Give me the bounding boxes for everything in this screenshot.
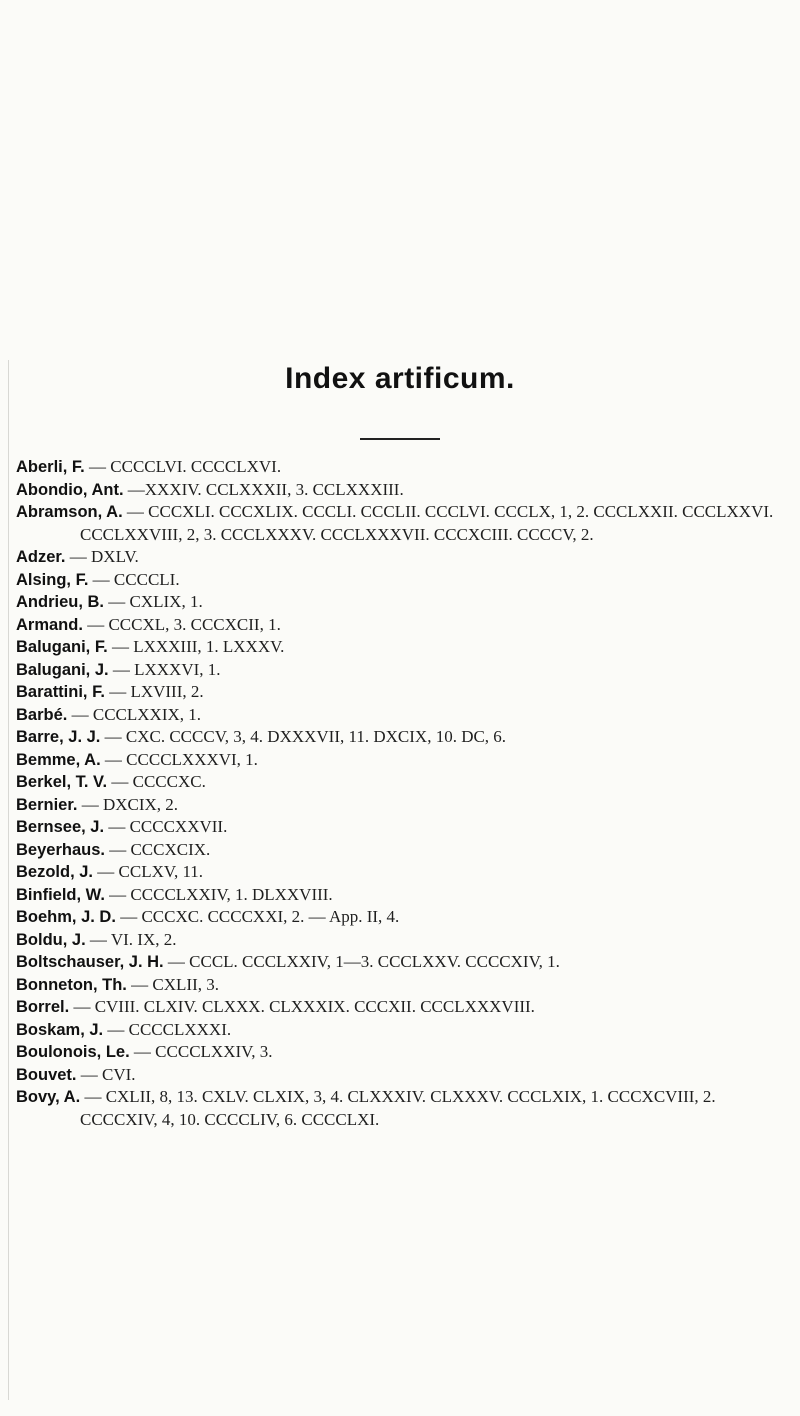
entry-references: — CCCLXXIX, 1. <box>67 704 202 724</box>
index-entry <box>16 659 792 682</box>
entry-name: Bemme, A. <box>16 750 101 769</box>
entry-references: — CCCXCIX. <box>104 839 211 859</box>
entry-name: Abondio, Ant. <box>16 480 124 499</box>
index-entry <box>16 816 792 839</box>
index-entry <box>16 681 792 704</box>
entry-references: — CCCCLXXIV, 3. <box>129 1042 273 1061</box>
entry-name: Barbé. <box>16 705 68 724</box>
entry-references: — CXLIX, 1. <box>104 592 203 611</box>
index-entry <box>16 951 792 974</box>
index-entry <box>16 591 792 614</box>
entry-name: Aberli, F. <box>16 458 85 476</box>
entry-references: — LXXXIII, 1. LXXXV. <box>107 637 285 656</box>
page-edge-shadow <box>8 360 9 1400</box>
entry-references: — CCCCLXXXI. <box>103 1019 232 1039</box>
entry-name: Bovy, A. <box>16 1088 81 1106</box>
entry-references: — CCCXC. CCCCXXI, 2. — App. II, 4. <box>115 907 400 926</box>
index-entry <box>16 929 792 952</box>
entry-name: Balugani, F. <box>16 638 108 656</box>
index-entry <box>16 861 792 884</box>
entry-references: — CCCCLI. <box>88 569 180 589</box>
index-entry <box>16 636 792 659</box>
index-entry <box>16 546 792 569</box>
index-entry <box>16 704 792 727</box>
index-entry <box>16 884 792 907</box>
entry-name: Bernier. <box>16 795 78 814</box>
entry-name: Bezold, J. <box>16 863 94 881</box>
entry-name: Boltschauser, J. H. <box>16 953 164 971</box>
entry-references: — CVIII. CLXIV. CLXXX. CLXXXIX. CCCXII. CCCLXXXVIII. <box>69 997 535 1016</box>
index-entry <box>16 749 792 772</box>
entry-name: Armand. <box>16 615 83 634</box>
entry-name: Boskam, J. <box>16 1020 104 1039</box>
entry-name: Boldu, J. <box>16 930 86 949</box>
index-entry <box>16 1064 792 1087</box>
entry-references: — CCCCLVI. CCCCLXVI. <box>84 457 282 476</box>
entry-name: Borrel. <box>16 998 70 1016</box>
entry-name: Beyerhaus. <box>16 840 105 859</box>
entry-name: Bouvet. <box>16 1065 77 1084</box>
entry-references: — LXXXVI, 1. <box>108 659 221 679</box>
entry-name: Binfield, W. <box>16 885 105 904</box>
entry-references: — DXCIX, 2. <box>77 794 179 814</box>
entry-name: Bonneton, Th. <box>16 975 127 994</box>
entry-name: Abramson, A. <box>16 503 123 521</box>
entry-references: — CCCCLXXXVI, 1. <box>100 749 258 769</box>
entry-references: — CCCXLI. CCCXLIX. CCCLI. CCCLII. CCCLVI. CCCLX, 1, 2. CCCLXXII. CCCLXXVI. CCCLXXVIII, 2, 3. CCCLXXXV. CCCLXXXVII. CCCXCIII. CCCCV, 2. <box>80 502 774 544</box>
page-title: Index artificum. <box>285 362 515 395</box>
entry-references: —XXXIV. CCLXXXII, 3. CCLXXXIII. <box>123 479 404 499</box>
entry-name: Berkel, T. V. <box>16 773 108 791</box>
index-entry <box>16 839 792 862</box>
index-entry <box>16 1019 792 1042</box>
entry-name: Adzer. <box>16 548 66 566</box>
index-entry <box>16 794 792 817</box>
entry-references: — CXC. CCCCV, 3, 4. DXXXVII, 11. DXCIX, 10. DC, 6. <box>100 727 507 746</box>
index-entry <box>16 614 792 637</box>
entry-references: — CCLXV, 11. <box>93 862 204 881</box>
entry-references: — CCCXL, 3. CCCXCII, 1. <box>82 614 281 634</box>
entry-name: Barattini, F. <box>16 683 105 701</box>
index-entry <box>16 479 792 502</box>
index-entry <box>16 996 792 1019</box>
entry-references: — CCCCLXXIV, 1. DLXXVIII. <box>104 884 333 904</box>
entry-references: — CCCL. CCCLXXIV, 1—3. CCCLXXV. CCCCXIV, 1. <box>163 952 560 971</box>
index-entry <box>16 726 792 749</box>
entry-name: Barre, J. J. <box>16 728 101 746</box>
entry-name: Balugani, J. <box>16 660 109 679</box>
entry-references: — CXLII, 3. <box>126 974 219 994</box>
index-entry <box>16 1086 792 1131</box>
entry-references: — CCCCXC. <box>107 772 206 791</box>
title-divider <box>360 438 440 440</box>
entry-references: — CXLII, 8, 13. CXLV. CLXIX, 3, 4. CLXXXIV. CLXXXV. CCCLXIX, 1. CCCXCVIII, 2. CCCCXIV, 4, 10. CCCCLIV, 6. CCCCLXI. <box>80 1087 716 1129</box>
entry-references: — VI. IX, 2. <box>85 929 177 949</box>
entry-name: Alsing, F. <box>16 570 89 589</box>
index-entry <box>16 974 792 997</box>
index-entry <box>16 456 792 479</box>
index-entry <box>16 906 792 929</box>
entry-references: — DXLV. <box>65 547 139 566</box>
entry-name: Boulonois, Le. <box>16 1043 130 1061</box>
entry-references: — CCCCXXVII. <box>104 817 228 836</box>
index-entry-list <box>16 456 792 1131</box>
entry-name: Bernsee, J. <box>16 818 105 836</box>
entry-references: — CVI. <box>76 1064 136 1084</box>
index-entry <box>16 771 792 794</box>
entry-name: Boehm, J. D. <box>16 908 116 926</box>
index-entry <box>16 501 792 546</box>
index-entry <box>16 569 792 592</box>
entry-references: — LXVIII, 2. <box>104 682 204 701</box>
index-entry <box>16 1041 792 1064</box>
entry-name: Andrieu, B. <box>16 593 105 611</box>
